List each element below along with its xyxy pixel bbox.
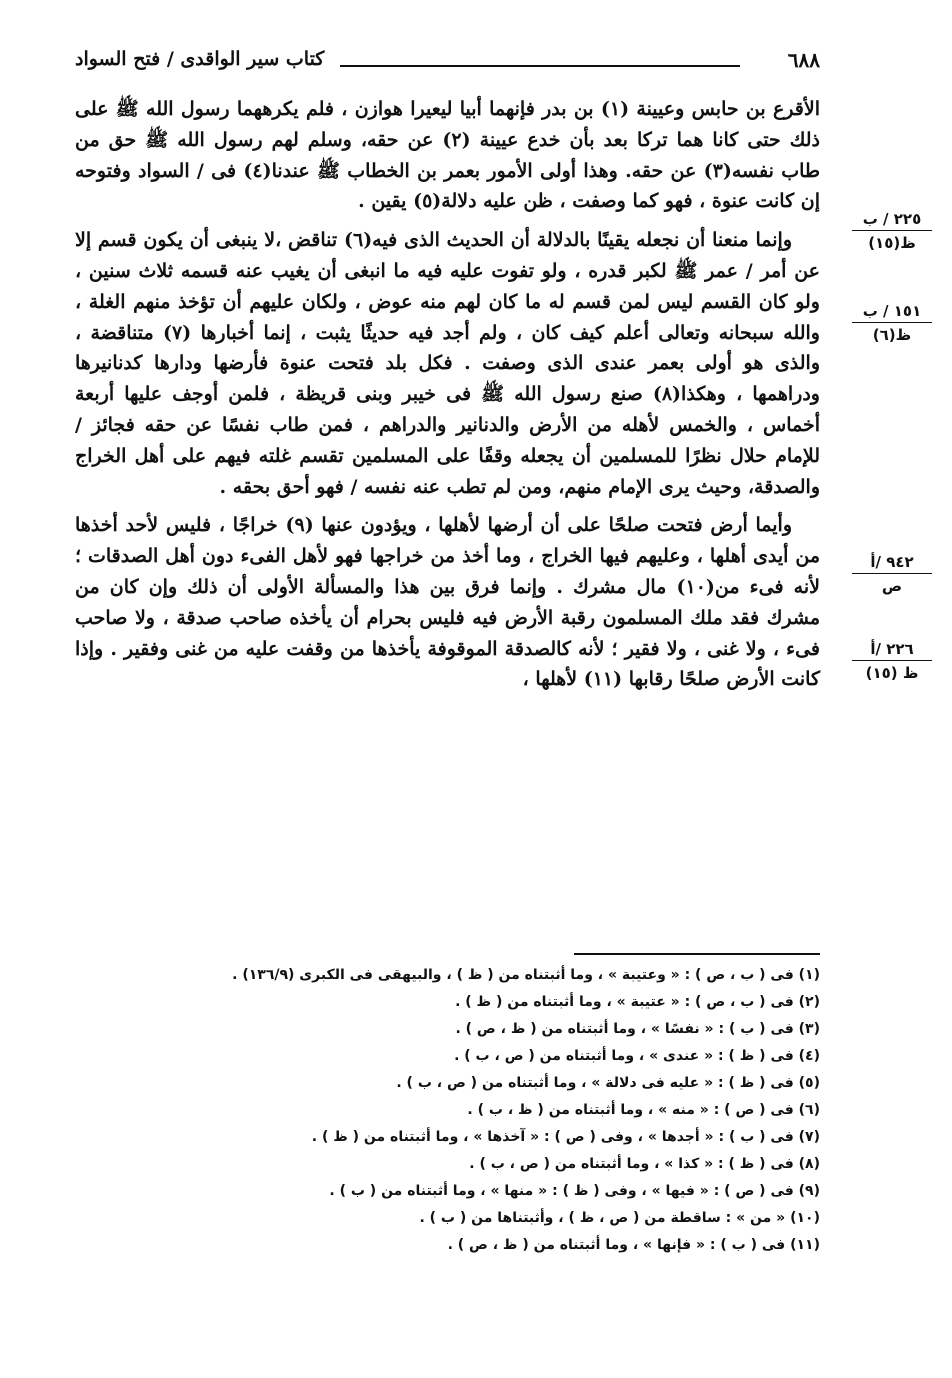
header-rule xyxy=(340,65,740,67)
paragraph: وإنما منعنا أن نجعله يقينًا بالدلالة أن الحديث الذى فيه(٦) تناقض ،لا ينبغى أن يكون قسم إلا عن أمر / عمر ﷺ لكبر قدره ، ولو تفوت عليه فيه ما انبغى أن يغيب عنه قسمه ثلاث سنين ، ولو كان القسم ليس لمن قسم له ما كان لهم منه عوض ، ولكان عليهم أن تؤخذ منهم الغلة ، والله سبحانه وتعالى أعلم كيف كان ، ولم أجد فيه حديثًا يثبت ، إنما أخبارها (٧) متناقضة ، والذى هو أولى بعمر عندى الذى وصفت . فكل بلد فتحت عنوة فأرضها ودارها كدنانيرها ودراهمها ، وهكذا(٨) صنع رسول الله ﷺ فى خيبر وبنى قريظة ، فلمن أوجف عليها أربعة أخماس ، والخمس لأهله من الأرض والدنانير والدراهم ، فمن طاب نفسًا عن حقه فجائز / للإمام حلال نظرًا للمسلمين أن يجعله وقفًا على المسلمين تقسم غلته فيهم على أهل الخراج والصدقة، وحيث يرى الإمام منهم، ومن لم تطب عنه نفسه / فهو أحق بحقه . xyxy=(75,229,820,498)
footnote: (٣) فى ( ب ) : « نفسًا » ، وما أثبتناه من ( ظ ، ص ) . xyxy=(455,1021,820,1037)
footnote: (٨) فى ( ظ ) : « كذا » ، وما أثبتناه من ( ص ، ب ) . xyxy=(469,1156,820,1172)
footnote-separator xyxy=(574,953,820,955)
margin-note-folio: ٩٤٢ /أ xyxy=(852,553,932,574)
page-number: ٦٨٨ xyxy=(787,48,820,72)
margin-note-source: ظ(٦) xyxy=(872,326,912,344)
margin-note-source: ظ(١٥) xyxy=(868,234,916,252)
margin-note-folio: ١٥١ / ب xyxy=(852,302,932,323)
paragraph: وأيما أرض فتحت صلحًا على أن أرضها لأهلها ، ويؤدون عنها (٩) خراجًا ، فليس لأحد أخذها من أيدى أهلها ، وعليهم فيها الخراج ، وما أخذ من خراجها فهو لأهل الفىء دون أهل الصدقات ؛ لأنه فىء من(١٠) مال مشرك . وإنما فرق بين هذا والمسألة الأولى أن ذلك وإن كان من مشرك فقد ملك المسلمون رقبة الأرض فيه فليس بحرام أن يأخذه صاحب صدقة ، ولا صاحب فىء ، ولا غنى ، ولا فقير ؛ لأنه كالصدقة الموقوفة يأخذها من وقفت عليه من غنى وفقير . وإذا كانت الأرض صلحًا رقابها (١١) لأهلها ، xyxy=(75,514,820,691)
main-text xyxy=(75,94,820,695)
footnote: (٤) فى ( ظ ) : « عندى » ، وما أثبتناه من ( ص ، ب ) . xyxy=(454,1048,820,1064)
footnote: (٢) فى ( ب ، ص ) : « عتيبة » ، وما أثبتناه من ( ظ ) . xyxy=(455,994,820,1010)
footnote: (٩) فى ( ص ) : « فيها » ، وفى ( ظ ) : « منها » ، وما أثبتناه من ( ب ) . xyxy=(329,1183,820,1199)
running-title: كتاب سير الواقدى / فتح السواد xyxy=(75,48,325,70)
footnote: (٦) فى ( ص ) : « منه » ، وما أثبتناه من ( ظ ، ب ) . xyxy=(467,1102,820,1118)
footnote: (٥) فى ( ظ ) : « عليه فى دلالة » ، وما أثبتناه من ( ص ، ب ) . xyxy=(396,1075,820,1091)
margin-note-source: ص xyxy=(881,577,903,595)
footnote: (١) فى ( ب ، ص ) : « وعتيبة » ، وما أثبتناه من ( ظ ) ، والبيهقى فى الكبرى (١٣٦/٩) . xyxy=(232,967,820,983)
footnote: (١١) فى ( ب ) : « فإنها » ، وما أثبتناه من ( ظ ، ص ) . xyxy=(447,1237,820,1253)
paragraph: الأقرع بن حابس وعيينة (١) بن بدر فإنهما أبيا ليعيرا هوازن ، فلم يكرههما رسول الله ﷺ على ذلك حتى كانا هما تركا بعد بأن خدع عيينة (٢) عن حقه، وسلم لهم رسول الله ﷺ حق من طاب نفسه(٣) عن حقه. وهذا أولى الأمور بعمر بن الخطاب ﷺ عندنا(٤) فى / السواد وفتوحه إن كانت عنوة ، فهو كما وصفت ، ظن عليه دلالة(٥) يقين . xyxy=(75,98,820,213)
margin-note-source: ظ (١٥) xyxy=(865,664,919,682)
running-header xyxy=(75,48,820,88)
margin-note-manuscript-ref xyxy=(852,302,932,344)
margin-note-manuscript-ref xyxy=(852,210,932,252)
margin-note-manuscript-ref xyxy=(852,640,932,682)
footnotes xyxy=(120,962,820,1259)
margin-note-folio: ٢٢٥ / ب xyxy=(852,210,932,231)
margin-note-folio: ٢٢٦ /أ xyxy=(852,640,932,661)
footnote: (١٠) « من » : ساقطة من ( ص ، ظ ) ، وأثبتناها من ( ب ) . xyxy=(419,1210,820,1226)
margin-note-manuscript-ref xyxy=(852,553,932,595)
footnote: (٧) فى ( ب ) : « أجدها » ، وفى ( ص ) : « آخذها » ، وما أثبتناه من ( ظ ) . xyxy=(311,1129,820,1145)
